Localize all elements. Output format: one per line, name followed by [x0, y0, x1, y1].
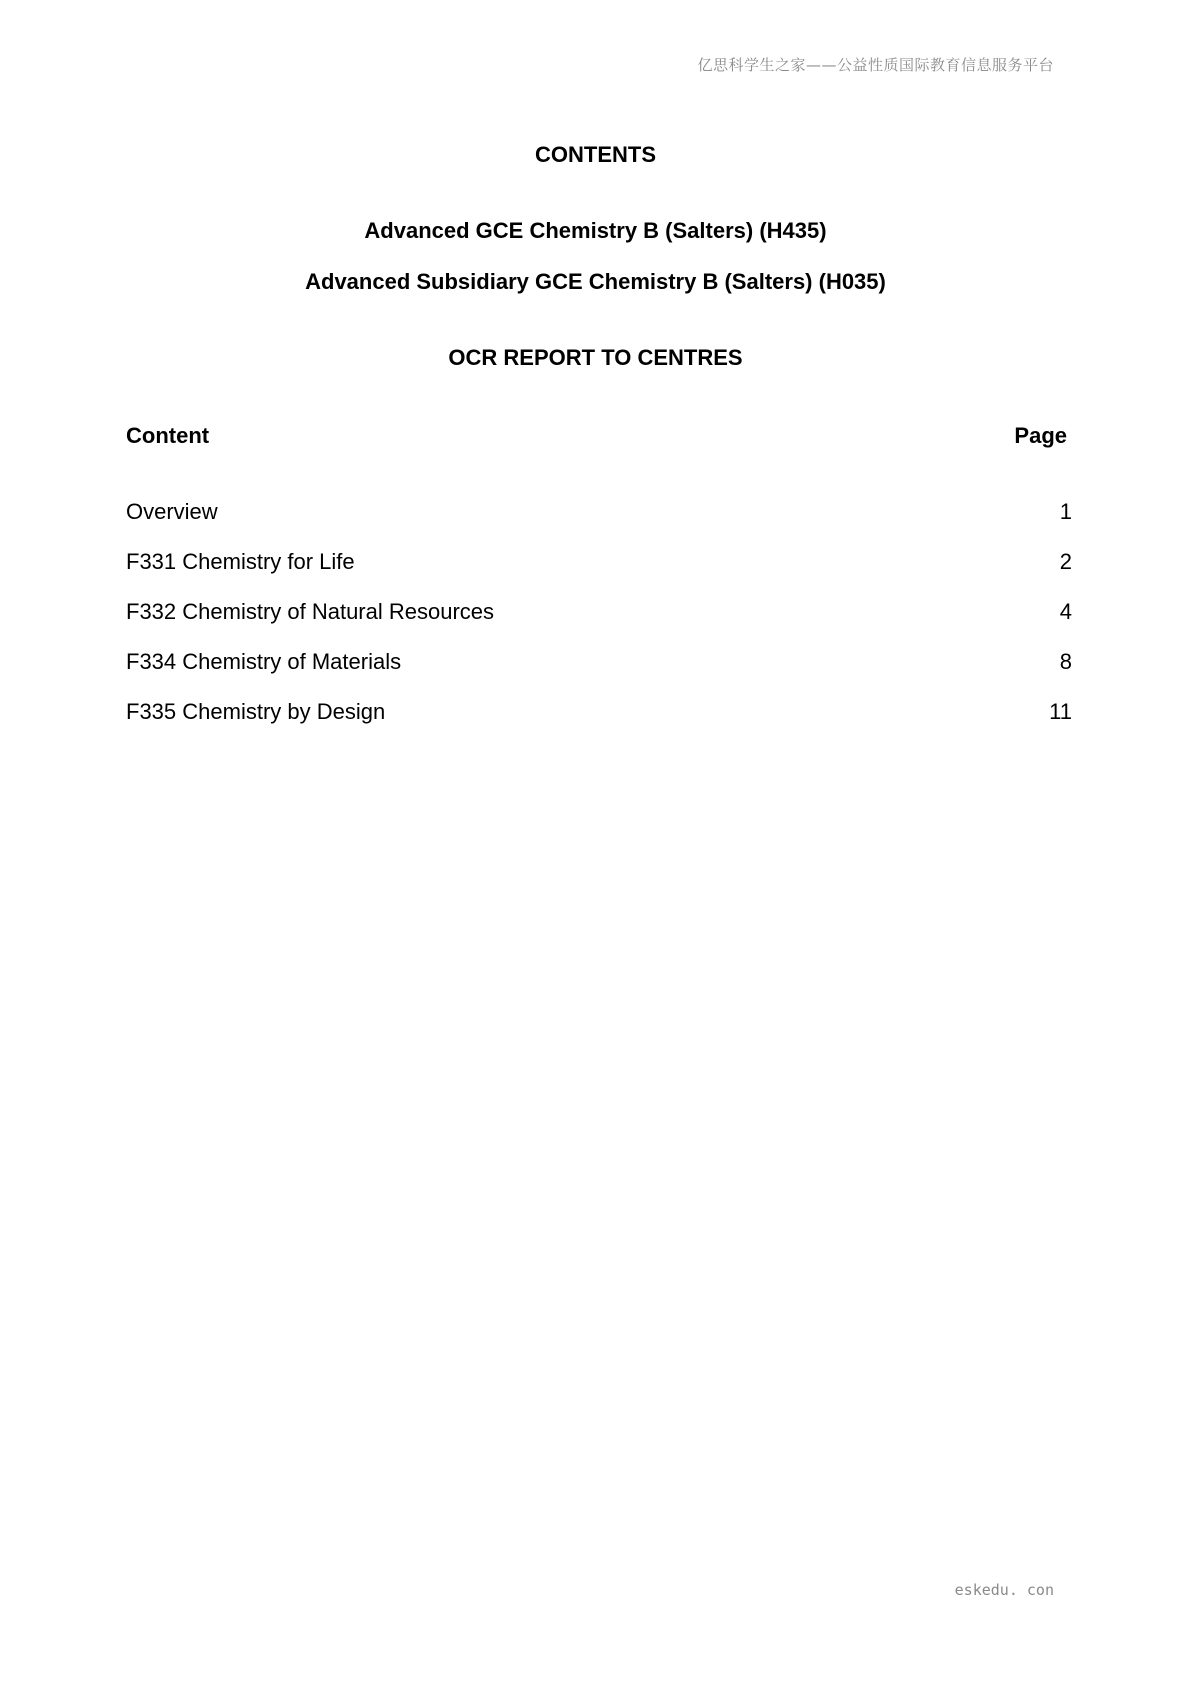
- toc-header: [126, 420, 1072, 452]
- toc-list: [126, 496, 1072, 746]
- toc-entry-page: 8: [1059, 649, 1072, 674]
- toc-entry-title: F331 Chemistry for Life: [126, 549, 355, 574]
- toc-entry: [126, 646, 1072, 696]
- table-of-contents: [126, 420, 1072, 746]
- toc-entry: [126, 546, 1072, 596]
- toc-entry-page: 1: [1059, 499, 1072, 524]
- footer-watermark: eskedu. con: [954, 1581, 1054, 1599]
- qualification-title-as-level: Advanced Subsidiary GCE Chemistry B (Salters) (H035): [305, 269, 886, 294]
- toc-entry-page: 4: [1059, 599, 1072, 624]
- page-title: CONTENTS: [535, 142, 656, 167]
- toc-page-header: Page: [1014, 423, 1067, 448]
- qualification-title-a-level: Advanced GCE Chemistry B (Salters) (H435): [364, 218, 827, 243]
- toc-entry-title: F334 Chemistry of Materials: [126, 649, 402, 674]
- header-watermark: 亿思科学生之家——公益性质国际教育信息服务平台: [697, 56, 1054, 74]
- toc-entry-page: 11: [1049, 699, 1072, 724]
- report-title: OCR REPORT TO CENTRES: [448, 345, 743, 370]
- toc-content-header: Content: [126, 423, 210, 448]
- toc-entry-title: Overview: [126, 499, 218, 524]
- toc-entry-page: 2: [1059, 549, 1072, 574]
- toc-entry: [126, 596, 1072, 646]
- toc-entry: [126, 696, 1072, 746]
- toc-entry: [126, 496, 1072, 546]
- toc-entry-title: F335 Chemistry by Design: [126, 699, 386, 724]
- toc-entry-title: F332 Chemistry of Natural Resources: [126, 599, 495, 624]
